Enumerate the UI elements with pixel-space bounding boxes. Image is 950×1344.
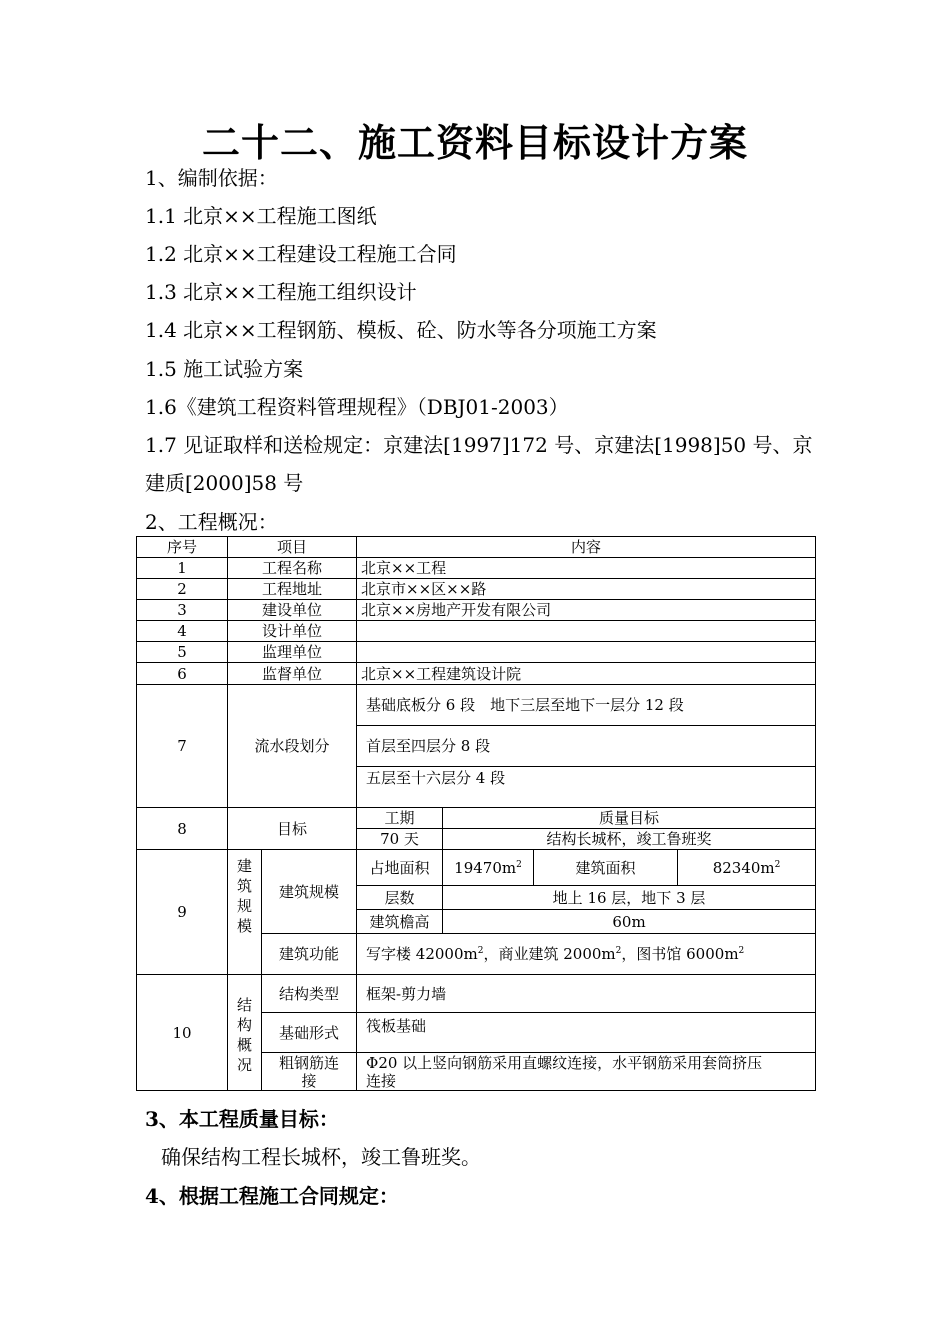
row-item: 工程地址 [228,579,357,600]
floors-value: 地上 16 层，地下 3 层 [443,886,816,910]
flow-section-row [137,685,816,726]
basis-item-4: 1.4 北京××工程钢筋、模板、砼、防水等各分项施工方案 [145,318,657,342]
scale-group-label [228,850,262,975]
row-content: 北京××工程 [357,558,816,579]
struct-type-value: 框架-剪力墙 [357,975,816,1013]
building-area-label: 建筑面积 [534,850,678,886]
period-value: 70 天 [357,829,443,850]
row-no: 2 [137,579,228,600]
row-item: 设计单位 [228,621,357,642]
section3-text: 确保结构工程长城杯，竣工鲁班奖。 [161,1145,481,1169]
structure-group-char: 结 [236,996,252,1014]
land-area-value: $19470m^2$ [443,850,534,886]
foundation-label: 基础形式 [262,1013,357,1053]
project-overview-table [136,536,816,1091]
structure-group-label [228,975,262,1091]
function-label: 建筑功能 [262,934,357,975]
row-no: 10 [137,975,228,1091]
table-row [137,558,816,579]
header-content: 内容 [357,537,816,558]
goal-row [137,808,816,829]
row-item: 建设单位 [228,600,357,621]
basis-item-7-line1: 1.7 见证取样和送检规定：京建法[1997]172 号、京建法[1998]50 号、京 [145,433,813,457]
building-area-value: $82340m^2$ [678,850,816,886]
section3-heading: 3、本工程质量目标： [145,1107,339,1131]
rebar-label: 粗钢筋连 接 [262,1053,357,1091]
row-item: 工程名称 [228,558,357,579]
floors-label: 层数 [357,886,443,910]
row-content: 北京××房地产开发有限公司 [357,600,816,621]
section1-heading: 1、编制依据： [145,166,278,190]
structure-group-char: 概 [236,1036,252,1054]
basis-item-5: 1.5 施工试验方案 [145,357,304,381]
building-scale-row [137,850,816,886]
quality-label: 质量目标 [443,808,816,829]
eave-value: 60m [443,910,816,934]
table-row [137,642,816,663]
table-row [137,621,816,642]
page-title: 二十二、施工资料目标设计方案 [201,120,748,165]
table-row [137,579,816,600]
row-no: 6 [137,663,228,685]
row-content [357,642,816,663]
row-no: 8 [137,808,228,850]
scale-group-char: 筑 [236,877,252,895]
flow-line-3: 五层至十六层分 4 段 [357,767,816,808]
table-row [137,663,816,685]
row-no: 9 [137,850,228,975]
rebar-value: Φ20 以上竖向钢筋采用直螺纹连接，水平钢筋采用套筒挤压 连接 [357,1053,816,1091]
basis-item-7-line2: 建质[2000]58 号 [145,471,304,495]
section4-heading: 4、根据工程施工合同规定： [145,1184,399,1208]
scale-group-char: 建 [236,857,252,875]
row-no: 3 [137,600,228,621]
row-item: 目标 [228,808,357,850]
table-header-row [137,537,816,558]
scale-group-char: 规 [236,897,252,915]
land-area-label: 占地面积 [357,850,443,886]
basis-item-2: 1.2 北京××工程建设工程施工合同 [145,242,457,266]
header-no: 序号 [137,537,228,558]
row-item: 监理单位 [228,642,357,663]
eave-label: 建筑檐高 [357,910,443,934]
row-item: 监督单位 [228,663,357,685]
quality-value: 结构长城杯，竣工鲁班奖 [443,829,816,850]
basis-item-6: 1.6《建筑工程资料管理规程》（DBJ01-2003） [145,395,569,419]
function-value: 写字楼 $42000m^2$，商业建筑 $2000m^2$，图书馆 $6000m^2$ [357,934,816,975]
struct-type-label: 结构类型 [262,975,357,1013]
table-row [137,600,816,621]
row-content: 北京市××区××路 [357,579,816,600]
period-label: 工期 [357,808,443,829]
structure-row [137,975,816,1013]
row-no: 1 [137,558,228,579]
basis-item-3: 1.3 北京××工程施工组织设计 [145,280,417,304]
row-item: 流水段划分 [228,685,357,808]
scale-group-char: 模 [236,917,252,935]
flow-line-1: 基础底板分 6 段 地下三层至地下一层分 12 段 [357,685,816,726]
row-no: 7 [137,685,228,808]
scale-label: 建筑规模 [262,850,357,934]
structure-group-char: 构 [236,1016,252,1034]
header-item: 项目 [228,537,357,558]
basis-item-1: 1.1 北京××工程施工图纸 [145,204,377,228]
flow-line-2: 首层至四层分 8 段 [357,726,816,767]
structure-group-char: 况 [236,1056,252,1074]
row-no: 5 [137,642,228,663]
section2-heading: 2、工程概况： [145,510,278,534]
row-no: 4 [137,621,228,642]
row-content: 北京××工程建筑设计院 [357,663,816,685]
row-content [357,621,816,642]
foundation-value: 筏板基础 [357,1013,816,1053]
